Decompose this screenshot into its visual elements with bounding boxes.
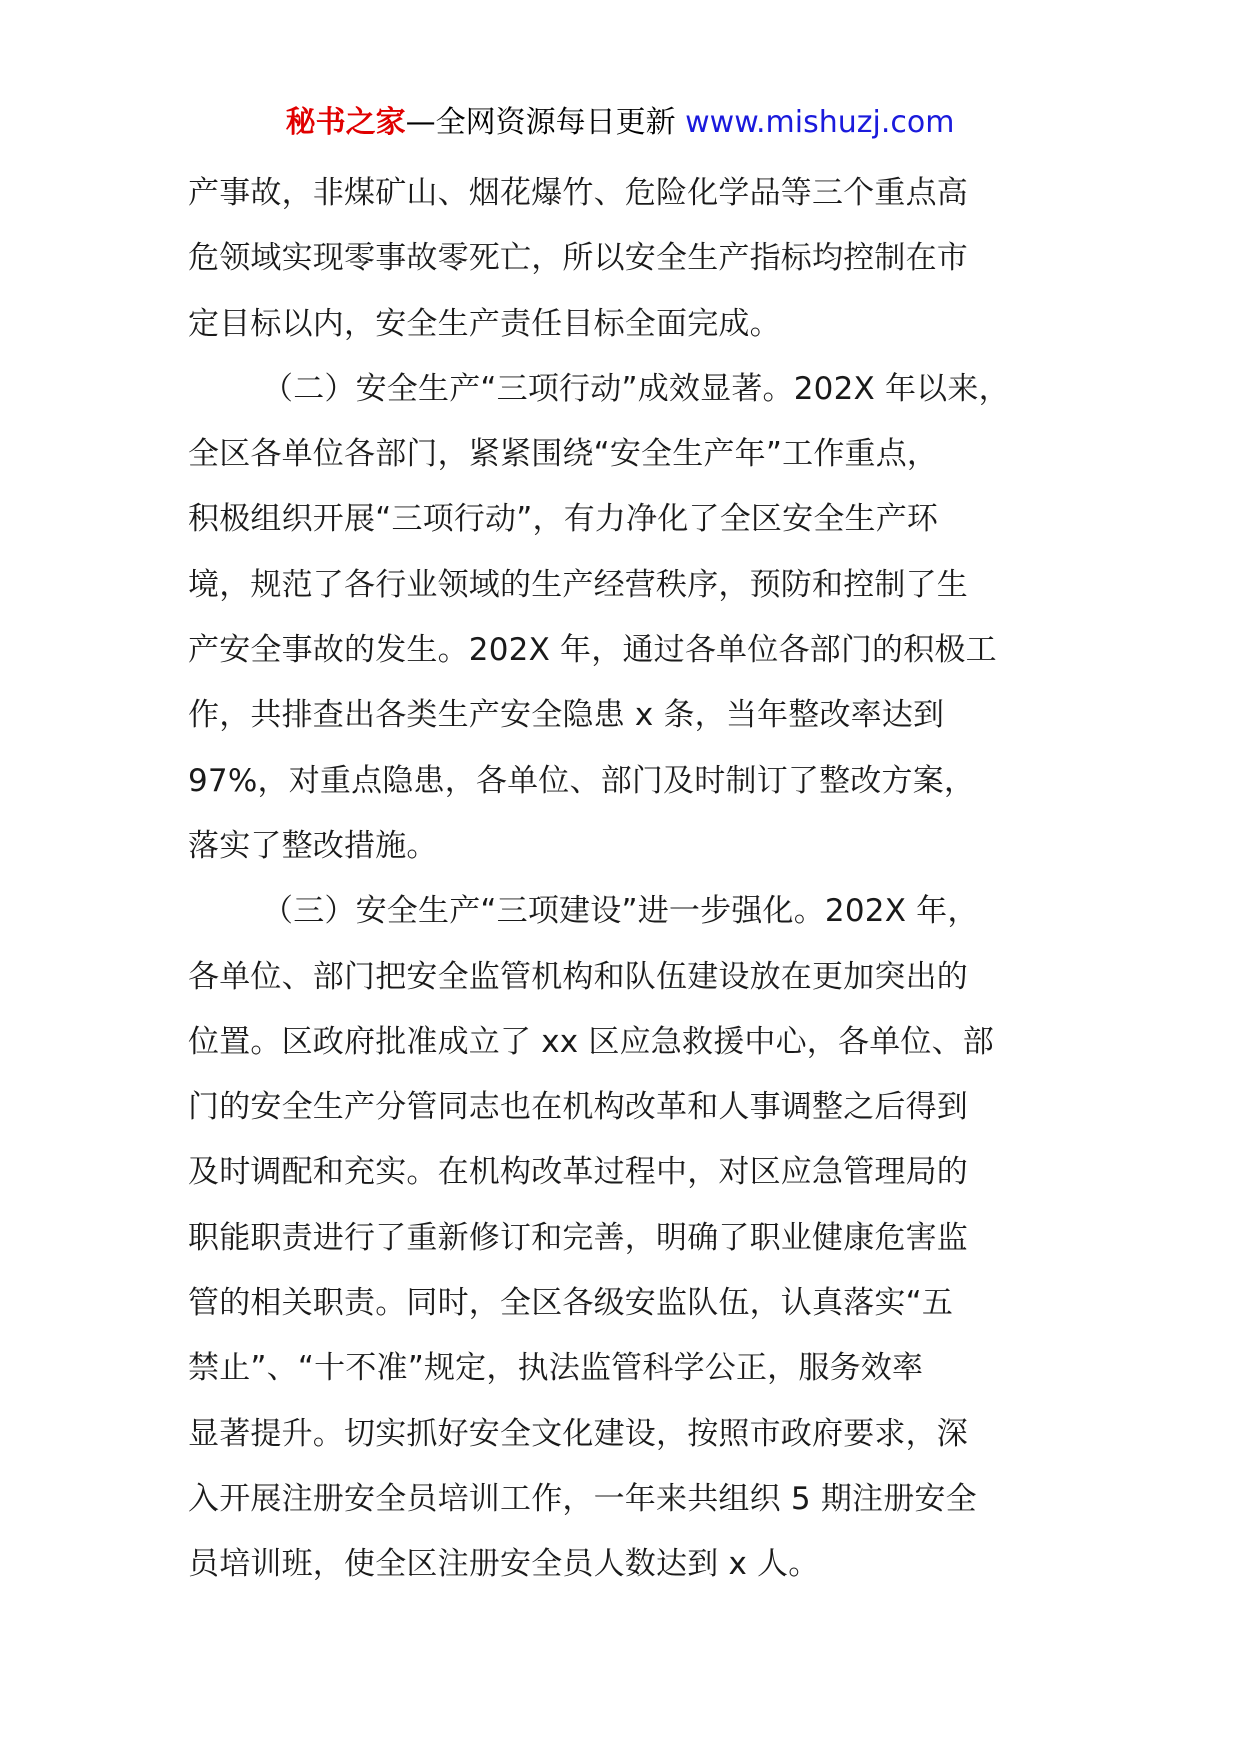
text-line: 各单位、部门把安全监管机构和队伍建设放在更加突出的 (188, 958, 968, 995)
text-line: 产安全事故的发生。202X 年，通过各单位各部门的积极工 (188, 632, 997, 669)
text-line: 禁止”、“十不准”规定，执法监管科学公正，服务效率 (188, 1350, 924, 1387)
paragraph-heading-three: （三）安全生产“三项建设”进一步强化。202X 年， (262, 893, 979, 930)
brand-name: 秘书之家 (285, 105, 406, 140)
header-url-link[interactable]: www.mishuzj.com (685, 105, 955, 140)
text-line: 管的相关职责。同时，全区各级安监队伍，认真落实“五 (188, 1285, 954, 1322)
text-line: 职能职责进行了重新修订和完善，明确了职业健康危害监 (188, 1219, 968, 1256)
document-body (188, 161, 1088, 1598)
text-line: 显著提升。切实抓好安全文化建设，按照市政府要求，深 (188, 1415, 968, 1452)
paragraph-heading-two: （二）安全生产“三项行动”成效显著。202X 年以来， (262, 370, 1010, 407)
text-line: 入开展注册安全员培训工作，一年来共组织 5 期注册安全 (188, 1480, 977, 1517)
text-line: 全区各单位各部门，紧紧围绕“安全生产年”工作重点， (188, 436, 939, 473)
text-line: 产事故，非煤矿山、烟花爆竹、危险化学品等三个重点高 (188, 175, 968, 211)
page-header (0, 103, 1240, 143)
text-line: 及时调配和充实。在机构改革过程中，对区应急管理局的 (188, 1154, 968, 1191)
text-line: 境，规范了各行业领域的生产经营秩序，预防和控制了生 (188, 566, 968, 603)
text-line: 落实了整改措施。 (188, 827, 438, 864)
text-line: 门的安全生产分管同志也在机构改革和人事调整之后得到 (188, 1089, 968, 1126)
text-line: 定目标以内，安全生产责任目标全面完成。 (188, 305, 781, 342)
header-tagline: —全网资源每日更新 (405, 105, 676, 140)
text-line: 作，共排查出各类生产安全隐患 x 条，当年整改率达到 (188, 697, 945, 734)
text-line: 危领域实现零事故零死亡，所以安全生产指标均控制在市 (188, 240, 968, 277)
text-line: 积极组织开展“三项行动”，有力净化了全区安全生产环 (188, 501, 939, 538)
text-line: 97%，对重点隐患，各单位、部门及时制订了整改方案， (188, 762, 976, 799)
text-line: 位置。区政府批准成立了 xx 区应急救援中心，各单位、部 (188, 1023, 994, 1060)
text-line: 员培训班，使全区注册安全员人数达到 x 人。 (188, 1546, 820, 1583)
